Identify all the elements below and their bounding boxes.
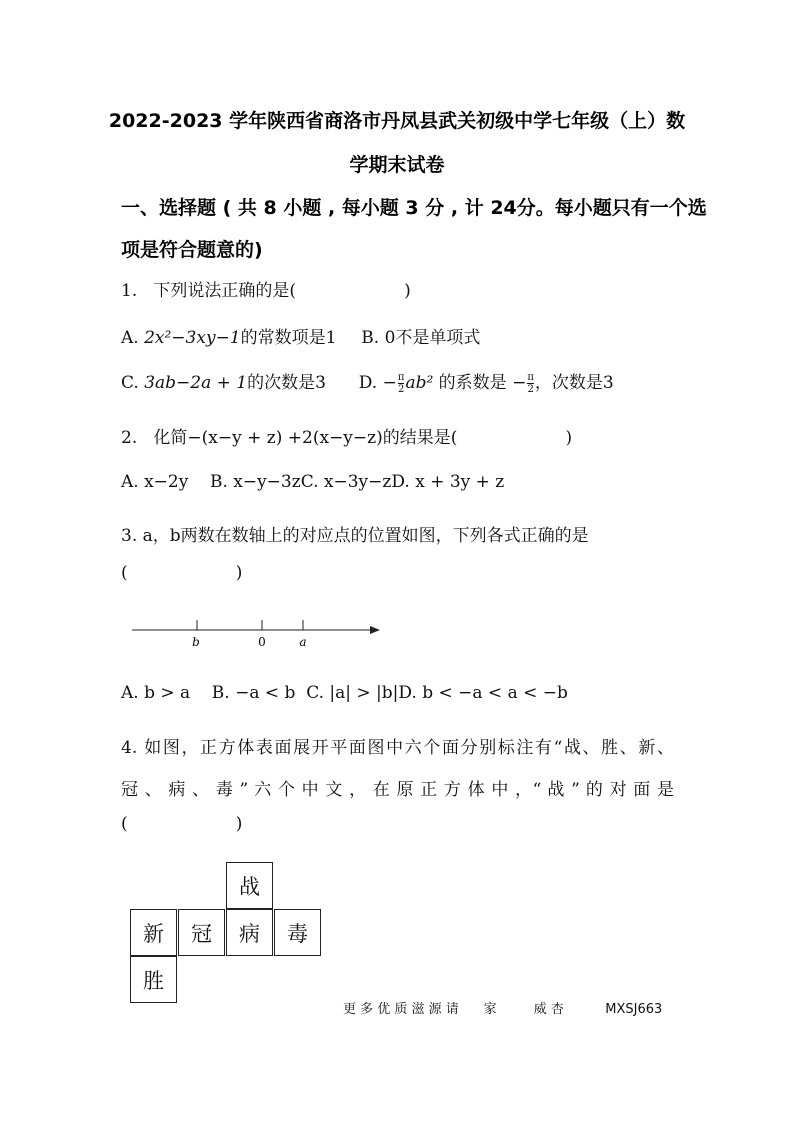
label-a: a [299,635,307,649]
number-line-arrow [370,626,380,634]
q1-option-d-minus: − [382,373,397,393]
q1-option-d-minus-2: − [512,373,527,393]
q1-option-c-expr: 3ab−2a + 1 [144,373,248,393]
face-xin: 新 [130,909,177,956]
question-1-stem: 1. 下列说法正确的是( ) [121,281,411,301]
q1-pi-over-2-fraction-2: $\frac{\pi}{2}$ [527,372,534,395]
question-2-stem: 2. 化简−(x−y + z) +2(x−y−z)的结果是( ) [121,428,573,448]
face-du: 毒 [274,909,321,956]
label-b: b [192,635,200,649]
number-line-figure [128,614,388,654]
page-title-line-2: 学期末试卷 [349,154,445,176]
face-guan: 冠 [178,909,225,956]
question-4-answer-paren: ( ) [121,814,243,834]
q1-option-b-expr: 0 [384,328,396,348]
label-zero: 0 [258,635,266,649]
q1-option-d-label: D. [358,373,383,393]
question-3-stem: 3. a，b两数在数轴上的对应点的位置如图，下列各式正确的是 [121,526,589,546]
question-3-options: A. b > a B. −a < b C. |a| > |b|D. b < −a < a < −b [121,683,568,703]
question-4-line-1: 4. 如图，正方体表面展开平面图中六个面分别标注有“战、胜、新、 [121,738,674,758]
face-sheng: 胜 [130,956,177,1003]
face-zhan: 战 [226,862,273,909]
q1-option-a-label: A. [121,328,145,348]
question-1-options-ab [121,323,480,348]
face-bing: 病 [226,909,273,956]
question-4-line-2: 冠 、 病 、 毒 ” 六 个 中 文 ， 在 原 正 方 体 中 ，“ 战 ” 的 对 面 是 [121,780,674,800]
q1-option-c-text: 的次数是3 [247,373,326,393]
question-3-answer-paren: ( ) [121,563,243,583]
q1-option-b-label: B. [361,328,385,348]
question-1-options-cd [121,368,614,395]
q1-option-b-text: 不是单项式 [395,328,481,348]
q1-pi-over-2-fraction: $\frac{\pi}{2}$ [397,372,405,395]
q1-option-a-text: 的常数项是1 [240,328,337,348]
question-2-options: A. x−2y B. x−y−3zC. x−3y−zD. x + 3y + z [121,472,505,492]
q1-option-d-expr: ab² [405,373,434,393]
q1-option-c-label: C. [121,373,145,393]
section-heading-line-2: 项是符合题意的) [121,239,263,261]
q1-option-d-text: ，次数是3 [534,373,614,393]
footer-watermark: 更 多 优 质 滋 源 请 家 威 杏 MXSJ663 [343,1002,663,1017]
page-title-line-1: 2022-2023 学年陕西省商洛市丹凤县武关初级中学七年级（上）数 [108,110,686,132]
cube-net-figure [130,862,325,1012]
section-heading-line-1: 一、选择题 ( 共 8 小题 , 每小题 3 分 , 计 24分。每小题只有一个选 [121,197,707,219]
q1-option-d-mid: 的系数是 [433,373,513,393]
q1-option-a-expr: 2x²−3xy−1 [144,328,241,348]
